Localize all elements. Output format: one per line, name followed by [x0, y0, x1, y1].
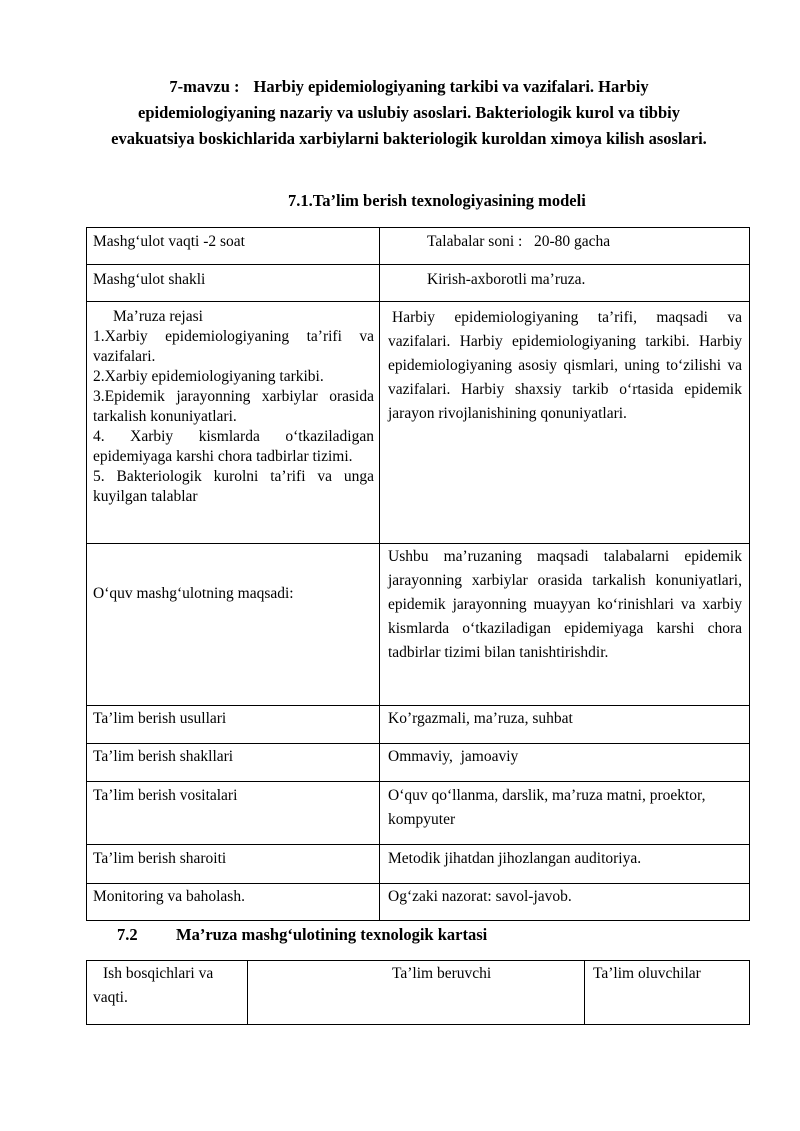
- methods-label: Ta’lim berish usullari: [93, 710, 227, 727]
- section-number: 7.2: [117, 925, 138, 944]
- goal-label: O‘quv mashg‘ulotning maqsadi:: [93, 585, 294, 602]
- forms-label: Ta’lim berish shakllari: [93, 748, 234, 765]
- table-border: [247, 960, 248, 1025]
- conditions-value: Metodik jihatdan jihozlangan auditoriya.: [388, 850, 642, 867]
- monitoring-label: Monitoring va baholash.: [93, 888, 245, 905]
- topic-heading: [100, 74, 718, 152]
- model-title: 7.1.Ta’lim berish texnologiyasining modeli: [288, 191, 586, 210]
- table-border: [86, 743, 750, 744]
- goal-value: Ushbu ma’ruzaning maqsadi talabalarni epidemik jarayonning xarbiylar orasida tarkalish konuniyatlari, epidemik jarayonning muayyan ko‘rinishlari va xarbiy kismlarda o‘tkaziladigan epidemiyaga karshi chora tadbirlar tizimi bilan tanishtirishdir.: [388, 548, 742, 661]
- time-cell: Mashg‘ulot vaqti -2 soat: [93, 233, 245, 250]
- plan-item: 2.Xarbiy epidemiologiyaning tarkibi.: [93, 368, 324, 385]
- table-border: [86, 301, 750, 302]
- table-border: [86, 227, 750, 228]
- table-border: [86, 844, 750, 845]
- topic-title: Harbiy epidemiologiyaning tarkibi va vazifalari. Harbiy epidemiologiyaning nazariy va uslubiy asoslari. Bakteriologik kurol va tibbiy evakuatsiya boskichlarida xarbiylarni bakteriologik kuroldan ximoya kilish asoslari.: [111, 77, 707, 148]
- plan-item: 3.Epidemik jarayonning xarbiylar orasida tarkalish konuniyatlari.: [93, 388, 374, 425]
- tools-value: O‘quv qo‘llanma, darslik, ma’ruza matni, proektor, kompyuter: [388, 787, 706, 828]
- section-heading: [117, 924, 488, 946]
- monitoring-value: Og‘zaki nazorat: savol-javob.: [388, 888, 572, 905]
- conditions-label: Ta’lim berish sharoiti: [93, 850, 227, 867]
- table-border: [86, 543, 750, 544]
- table-border: [86, 781, 750, 782]
- teacher-header: Ta’lim beruvchi: [392, 965, 492, 982]
- stages-header: Ish bosqichlari va vaqti.: [93, 965, 214, 1006]
- table-border: [86, 883, 750, 884]
- plan-item: 5. Bakteriologik kurolni ta’rifi va unga kuyilgan talablar: [93, 468, 374, 505]
- plan-item: 1.Xarbiy epidemiologiyaning ta’rifi va vazifalari.: [93, 328, 374, 365]
- table-border: [749, 960, 750, 1025]
- table-border: [86, 960, 750, 961]
- section-title: Ma’ruza mashg‘ulotining texnologik kartasi: [176, 925, 488, 944]
- table-border: [749, 227, 750, 921]
- plan-title: Ma’ruza rejasi: [113, 308, 203, 325]
- table-border: [379, 227, 380, 921]
- table-border: [584, 960, 585, 1025]
- form-label: Mashg‘ulot shakli: [93, 271, 206, 288]
- lecture-plan: [93, 307, 374, 507]
- plan-content: Harbiy epidemiologiyaning ta’rifi, maqsadi va vazifalari. Harbiy epidemiologiyaning tarkibi. Harbiy epidemiologiyaning asosiy qismlari, uning to‘zilishi va vazifalari. Harbiy shaxsiy tarkib o‘rtasida epidemik jarayon rivojlanishining qonuniyatlari.: [388, 309, 742, 422]
- students-header: Ta’lim oluvchilar: [593, 965, 701, 982]
- methods-value: Ko’rgazmali, ma’ruza, suhbat: [388, 710, 573, 727]
- table-border: [86, 227, 87, 921]
- table-border: [86, 1024, 750, 1025]
- students-cell: Talabalar soni : 20-80 gacha: [427, 233, 611, 250]
- forms-value: Ommaviy, jamoaviy: [388, 748, 519, 765]
- table-border: [86, 920, 750, 921]
- topic-number: 7-mavzu :: [169, 77, 240, 96]
- table-border: [86, 705, 750, 706]
- table-border: [86, 960, 87, 1025]
- tools-label: Ta’lim berish vositalari: [93, 787, 238, 804]
- plan-item: 4. Xarbiy kismlarda o‘tkaziladigan epidemiyaga karshi chora tadbirlar tizimi.: [93, 428, 374, 465]
- form-value: Kirish-axborotli ma’ruza.: [427, 271, 586, 288]
- table-border: [86, 264, 750, 265]
